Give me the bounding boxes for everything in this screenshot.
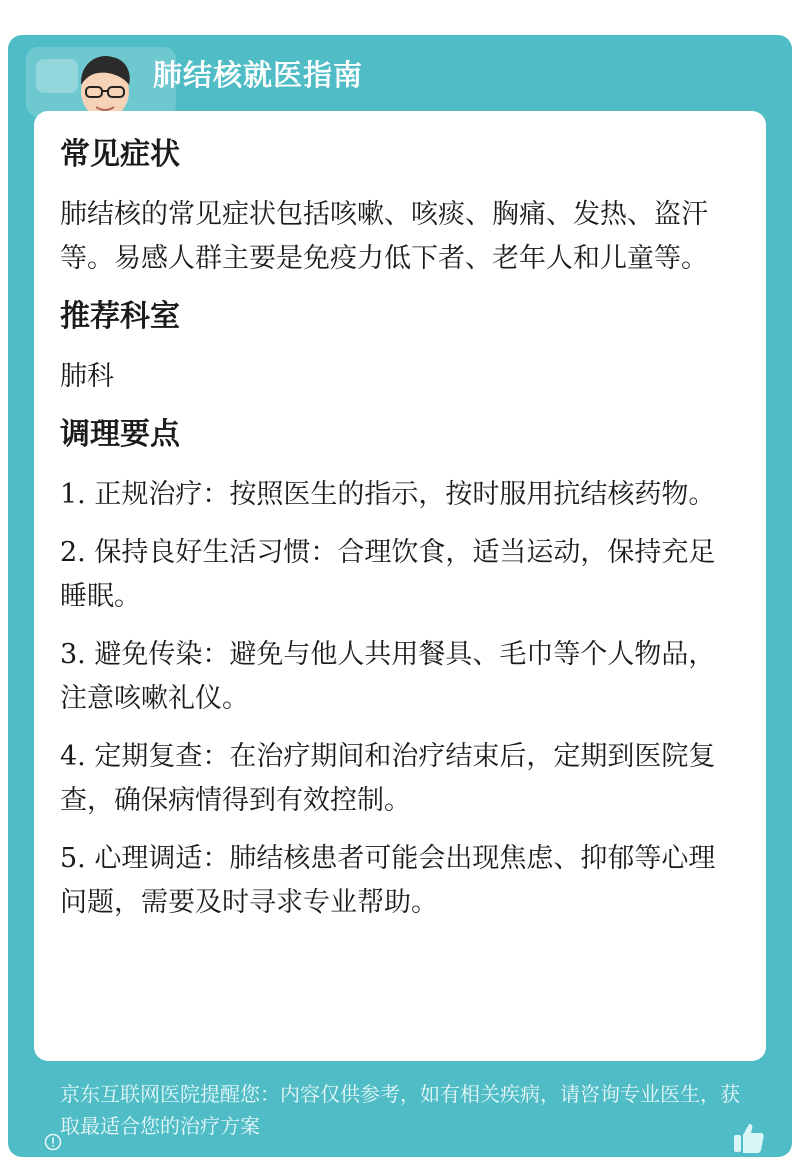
care-item-number: 1. (60, 479, 86, 510)
care-item (60, 633, 730, 721)
care-item-text: 保持良好生活习惯：合理饮食，适当运动，保持充足睡眠。 (60, 537, 716, 612)
care-item-text: 避免传染：避免与他人共用餐具、毛巾等个人物品，注意咳嗽礼仪。 (60, 639, 716, 714)
content-card (34, 111, 766, 1061)
care-item-text: 正规治疗：按照医生的指示，按时服用抗结核药物。 (94, 479, 716, 510)
care-item-number: 4. (60, 741, 86, 772)
thumbs-up-icon[interactable] (730, 1119, 768, 1157)
section-heading-symptoms: 常见症状 (60, 137, 180, 172)
care-item-number: 5. (60, 843, 86, 874)
department-text: 肺科 (60, 361, 114, 392)
page-title: 肺结核就医指南 (153, 58, 364, 92)
care-item-number: 2. (60, 537, 86, 568)
disclaimer-text: 京东互联网医院提醒您：内容仅供参考，如有相关疾病，请咨询专业医生，获取最适合您的治疗方案 (60, 1082, 740, 1138)
care-item-text: 心理调适：肺结核患者可能会出现焦虑、抑郁等心理问题，需要及时寻求专业帮助。 (60, 843, 716, 918)
care-item (60, 837, 730, 925)
guide-panel (8, 35, 792, 1157)
care-item-text: 定期复查：在治疗期间和治疗结束后，定期到医院复查，确保病情得到有效控制。 (60, 741, 716, 816)
care-item-number: 3. (60, 639, 86, 670)
care-item (60, 473, 730, 517)
symptoms-text: 肺结核的常见症状包括咳嗽、咳痰、胸痛、发热、盗汗等。易感人群主要是免疫力低下者、老年人和儿童等。 (60, 199, 708, 274)
care-item (60, 531, 730, 619)
section-heading-care: 调理要点 (60, 417, 180, 452)
care-item (60, 735, 730, 823)
section-heading-department: 推荐科室 (60, 299, 180, 334)
